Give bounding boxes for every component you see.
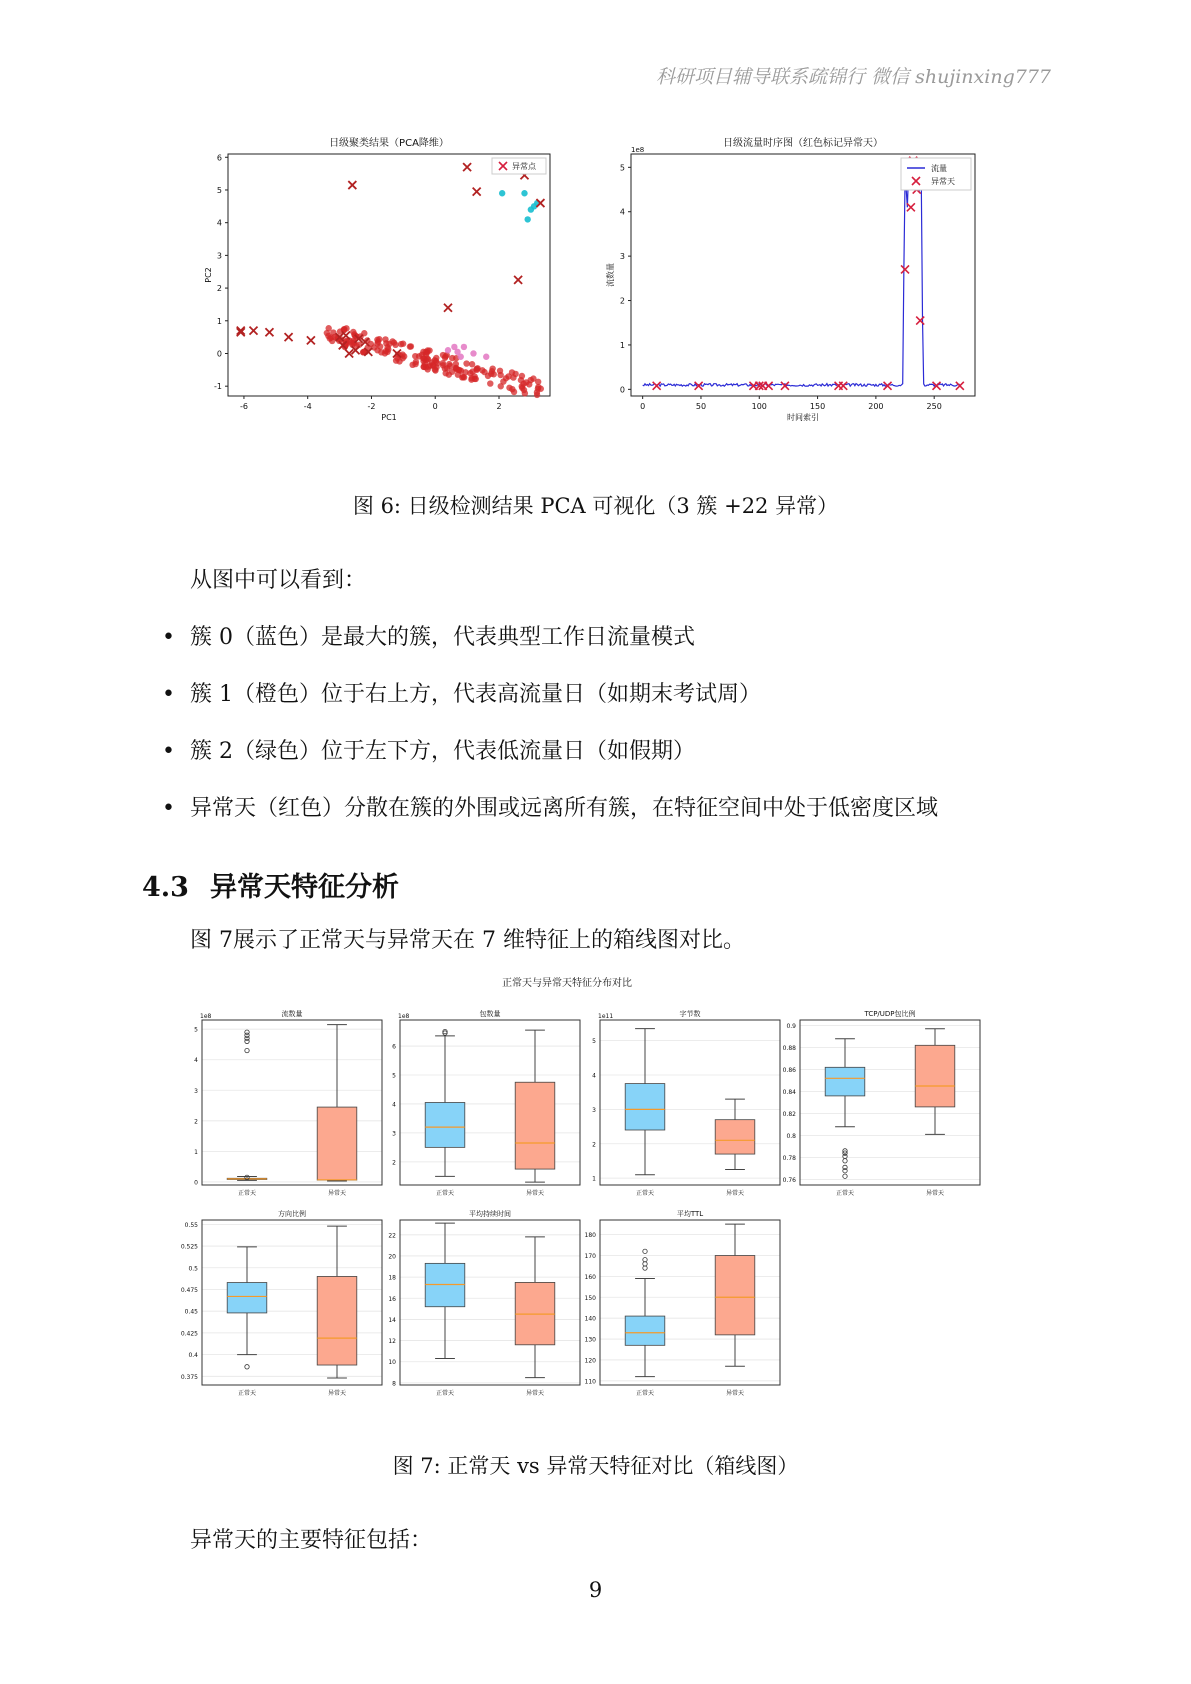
y-tick-label: 2 xyxy=(619,296,625,306)
y-tick-label: 0.525 xyxy=(180,1243,198,1251)
boxplot-panel xyxy=(392,1009,580,1197)
panel-title: 方向比例 xyxy=(278,1210,306,1218)
y-tick-label: 4 xyxy=(392,1101,396,1109)
bullet-text: 簇 0（蓝色）是最大的簇，代表典型工作日流量模式 xyxy=(190,625,695,650)
y-tick-label: 4 xyxy=(619,207,625,217)
x-tick-label: 150 xyxy=(809,402,826,411)
panel-title: 包数量 xyxy=(479,1010,501,1018)
cluster1-point xyxy=(524,216,530,222)
outlier-point xyxy=(643,1257,647,1261)
y-tick-label: 1 xyxy=(619,340,625,350)
cluster0-point xyxy=(442,370,448,376)
bullet-text: 簇 1（橙色）位于右上方，代表高流量日（如期末考试周） xyxy=(190,682,761,707)
cluster0-point xyxy=(407,343,413,349)
cluster0-point xyxy=(503,375,509,381)
y-tick-label: 5 xyxy=(592,1038,596,1046)
y-tick-label: 0.9 xyxy=(786,1023,796,1030)
x-tick-label: 0 xyxy=(640,402,646,411)
box xyxy=(715,1120,755,1154)
y-tick-label: 0.84 xyxy=(782,1089,796,1096)
x-tick-label: 2 xyxy=(496,402,502,411)
boxplot-panel xyxy=(592,1009,780,1197)
x-tick-label: -4 xyxy=(303,402,312,411)
anomaly-marker xyxy=(265,328,273,336)
boxplot-panel xyxy=(181,1209,382,1397)
cluster0-point xyxy=(419,352,425,358)
chart-title: 日级聚类结果（PCA降维） xyxy=(329,138,449,149)
cluster0-point xyxy=(382,336,388,342)
cluster0-point xyxy=(425,356,431,362)
legend-label: 异常天 xyxy=(931,177,955,186)
cluster0-point xyxy=(446,361,452,367)
y-tick-label: 150 xyxy=(584,1294,596,1302)
y-tick-label: 12 xyxy=(388,1338,396,1346)
box xyxy=(227,1283,267,1313)
box xyxy=(515,1082,555,1169)
legend-label: 流量 xyxy=(931,164,947,173)
cluster0-point xyxy=(449,355,455,361)
panel-title: 流数量 xyxy=(281,1010,303,1018)
x-tick-label: 50 xyxy=(695,402,707,411)
y-tick-label: 160 xyxy=(584,1273,596,1281)
y-tick-label: 10 xyxy=(388,1359,396,1367)
page-number: 9 xyxy=(588,1578,603,1602)
figure-6-caption: 图 6: 日级检测结果 PCA 可视化（3 簇 +22 异常） xyxy=(352,494,839,518)
bullet-dot: • xyxy=(162,796,175,821)
x-tick-label: 异常天 xyxy=(327,1190,347,1197)
bullet-item xyxy=(162,734,695,765)
box xyxy=(425,1103,465,1148)
box xyxy=(715,1256,755,1335)
outlier-point xyxy=(245,1048,249,1052)
box xyxy=(317,1276,357,1365)
y-tick-label: 3 xyxy=(619,252,625,262)
axis-scale-label: 1e11 xyxy=(598,1013,614,1020)
cluster0-point xyxy=(412,353,418,359)
legend-label: 异常点 xyxy=(512,162,536,171)
y-tick-label: 1 xyxy=(194,1148,198,1156)
y-tick-label: 0.55 xyxy=(184,1221,198,1229)
cluster0-point xyxy=(384,344,390,350)
cluster0-point xyxy=(510,374,516,380)
traffic-timeseries-chart xyxy=(603,138,993,448)
bullet-dot: • xyxy=(162,682,175,707)
x-tick-label: 正常天 xyxy=(635,1390,655,1397)
y-tick-label: 6 xyxy=(392,1043,396,1051)
y-tick-label: 0 xyxy=(216,349,222,359)
x-tick-label: 100 xyxy=(751,402,767,411)
x-tick-label: 异常天 xyxy=(327,1390,347,1397)
legend xyxy=(492,158,546,174)
section-number: 4.3 xyxy=(142,872,189,903)
cluster2-point xyxy=(461,344,467,350)
figure-suptitle: 正常天与异常天特征分布对比 xyxy=(502,978,632,989)
cluster0-point xyxy=(474,365,480,371)
x-tick-label: 250 xyxy=(926,402,942,411)
panel-title: 字节数 xyxy=(679,1010,701,1018)
axis-scale-label: 1e8 xyxy=(631,146,645,154)
x-tick-label: 异常天 xyxy=(725,1390,745,1397)
cluster0-point xyxy=(449,369,455,375)
y-tick-label: 5 xyxy=(194,1026,198,1034)
cluster0-point xyxy=(489,365,495,371)
x-tick-label: 正常天 xyxy=(435,1190,455,1197)
y-tick-label: 0.78 xyxy=(782,1155,796,1162)
cluster2-point xyxy=(470,350,476,356)
panel-title: 平均TTL xyxy=(676,1210,704,1218)
cluster0-point xyxy=(462,369,468,375)
x-tick-label: 正常天 xyxy=(435,1390,455,1397)
anomaly-marker xyxy=(907,203,915,211)
cluster0-point xyxy=(469,361,475,367)
outlier-point xyxy=(245,1365,249,1369)
y-tick-label: 4 xyxy=(592,1072,596,1080)
cluster2-point xyxy=(451,344,457,350)
cluster0-point xyxy=(392,342,398,348)
outlier-point xyxy=(843,1159,847,1163)
panel-title: 平均持续时间 xyxy=(469,1210,511,1218)
outlier-point xyxy=(843,1169,847,1173)
anomaly-marker xyxy=(765,382,773,390)
cluster0-point xyxy=(473,376,479,382)
cluster0-point xyxy=(327,335,333,341)
cluster0-point xyxy=(400,341,406,347)
outlier-point xyxy=(245,1039,249,1043)
boxplot-panel xyxy=(783,1009,980,1197)
box xyxy=(317,1107,357,1180)
cluster0-point xyxy=(519,373,525,379)
y-tick-label: 3 xyxy=(392,1130,396,1138)
y-tick-label: 3 xyxy=(216,251,222,261)
cluster2-point xyxy=(483,354,489,360)
y-tick-label: 16 xyxy=(388,1295,396,1303)
x-tick-label: 正常天 xyxy=(635,1190,655,1197)
cluster0-point xyxy=(432,366,438,372)
anomaly-marker xyxy=(463,163,471,171)
x-tick-label: 正常天 xyxy=(835,1190,855,1197)
cluster0-point xyxy=(535,379,541,385)
cluster0-point xyxy=(433,358,439,364)
outlier-point xyxy=(643,1249,647,1253)
anomaly-marker xyxy=(307,336,315,344)
cluster0-point xyxy=(497,372,503,378)
outlier-point xyxy=(643,1266,647,1270)
box xyxy=(625,1084,665,1130)
y-tick-label: 110 xyxy=(584,1378,596,1386)
y-tick-label: 0.45 xyxy=(184,1308,198,1316)
y-tick-label: 14 xyxy=(388,1316,396,1324)
cluster0-point xyxy=(526,381,532,387)
cluster0-point xyxy=(409,362,415,368)
cluster0-point xyxy=(487,380,493,386)
outlier-point xyxy=(643,1262,647,1266)
x-axis-label: PC1 xyxy=(381,413,397,422)
x-tick-label: 异常天 xyxy=(525,1190,545,1197)
section-heading xyxy=(142,865,399,904)
x-axis-label: 时间索引 xyxy=(787,413,819,422)
traffic-line xyxy=(643,161,960,387)
y-tick-label: 140 xyxy=(584,1315,596,1323)
x-tick-label: -6 xyxy=(239,402,248,411)
y-tick-label: 0.375 xyxy=(180,1373,198,1381)
section-paragraph: 图 7展示了正常天与异常天在 7 维特征上的箱线图对比。 xyxy=(190,928,745,953)
cluster0-point xyxy=(511,389,517,395)
bullet-dot: • xyxy=(162,739,175,764)
cluster1-point xyxy=(528,206,534,212)
x-tick-label: 异常天 xyxy=(525,1390,545,1397)
y-tick-label: 6 xyxy=(216,153,222,163)
y-tick-label: 5 xyxy=(392,1072,396,1080)
figure-7-caption: 图 7: 正常天 vs 异常天特征对比（箱线图） xyxy=(392,1454,799,1478)
y-tick-label: 1 xyxy=(592,1175,596,1183)
axis-scale-label: 1e8 xyxy=(398,1013,410,1020)
outlier-point xyxy=(843,1174,847,1178)
y-tick-label: 2 xyxy=(592,1141,596,1149)
cluster0-point xyxy=(485,373,491,379)
y-tick-label: 0 xyxy=(619,385,625,395)
y-tick-label: 180 xyxy=(584,1232,596,1240)
boxplot-panel xyxy=(585,1209,780,1397)
y-tick-label: 3 xyxy=(194,1087,198,1095)
y-tick-label: 0.82 xyxy=(782,1111,796,1118)
y-tick-label: 0.86 xyxy=(782,1067,796,1074)
x-tick-label: 异常天 xyxy=(925,1190,945,1197)
y-tick-label: 18 xyxy=(388,1274,396,1282)
anomaly-marker xyxy=(250,327,258,335)
y-tick-label: 170 xyxy=(584,1253,596,1261)
anomaly-marker xyxy=(444,304,452,312)
y-tick-label: 4 xyxy=(216,218,222,228)
boxplot-figure xyxy=(172,972,1042,1422)
y-tick-label: 0.4 xyxy=(188,1352,198,1360)
chart-title: 日级流量时序图（红色标记异常天） xyxy=(723,138,883,149)
x-tick-label: 200 xyxy=(868,402,884,411)
cluster0-point xyxy=(378,349,384,355)
page-header: 科研项目辅导联系疏锦行 微信 shujinxing777 xyxy=(656,66,1051,88)
x-tick-label: -2 xyxy=(367,402,376,411)
anomaly-marker xyxy=(473,188,481,196)
panel-title: TCP/UDP包比例 xyxy=(864,1010,916,1018)
anomaly-marker xyxy=(348,181,356,189)
y-tick-label: 0.88 xyxy=(782,1045,796,1052)
y-tick-label: 5 xyxy=(619,163,625,173)
bullet-item xyxy=(162,677,761,708)
y-tick-label: 3 xyxy=(592,1106,596,1114)
y-tick-label: 2 xyxy=(216,284,222,294)
y-tick-label: 2 xyxy=(392,1159,396,1167)
y-tick-label: 4 xyxy=(194,1057,198,1065)
y-tick-label: 0.76 xyxy=(782,1177,796,1184)
y-tick-label: 0.475 xyxy=(180,1286,198,1294)
cluster1-point xyxy=(499,190,505,196)
anomaly-marker xyxy=(285,333,293,341)
x-tick-label: 正常天 xyxy=(237,1390,257,1397)
cluster2-point xyxy=(445,347,451,353)
y-tick-label: 0.5 xyxy=(188,1265,198,1273)
cluster0-point xyxy=(455,371,461,377)
anomaly-marker xyxy=(839,382,847,390)
axis-scale-label: 1e8 xyxy=(200,1013,212,1020)
y-tick-label: 5 xyxy=(216,185,222,195)
cluster0-point xyxy=(424,366,430,372)
box xyxy=(915,1045,955,1107)
cluster1-point xyxy=(521,190,527,196)
outlier-point xyxy=(843,1154,847,1158)
y-tick-label: 2 xyxy=(194,1118,198,1126)
box xyxy=(625,1316,665,1345)
y-tick-label: 120 xyxy=(584,1357,596,1365)
pca-scatter-chart xyxy=(204,138,598,448)
y-tick-label: 1 xyxy=(216,316,222,326)
anomaly-marker xyxy=(901,265,909,273)
y-tick-label: 8 xyxy=(392,1380,396,1388)
intro-paragraph: 从图中可以看到： xyxy=(190,568,367,593)
bullet-dot: • xyxy=(162,625,175,650)
y-tick-label: 22 xyxy=(388,1232,396,1240)
x-tick-label: 正常天 xyxy=(237,1190,257,1197)
boxplot-panel xyxy=(388,1209,580,1397)
cluster0-point xyxy=(519,385,525,391)
bullet-text: 簇 2（绿色）位于左下方，代表低流量日（如假期） xyxy=(190,739,695,764)
bullet-item xyxy=(162,791,938,822)
y-tick-label: -1 xyxy=(214,382,222,392)
cluster0-point xyxy=(463,360,469,366)
y-tick-label: 0.425 xyxy=(180,1330,198,1338)
boxplot-panel xyxy=(194,1009,382,1197)
cluster2-point xyxy=(458,354,464,360)
anomaly-marker xyxy=(514,276,522,284)
cluster0-point xyxy=(377,343,383,349)
x-tick-label: 异常天 xyxy=(725,1190,745,1197)
legend xyxy=(901,158,971,190)
section-title: 异常天特征分析 xyxy=(210,872,399,903)
y-tick-label: 0 xyxy=(194,1179,198,1187)
y-axis-label: PC2 xyxy=(204,267,213,283)
cluster0-point xyxy=(440,352,446,358)
bullet-text: 异常天（红色）分散在簇的外围或远离所有簇，在特征空间中处于低密度区域 xyxy=(190,796,939,821)
y-tick-label: 130 xyxy=(584,1336,596,1344)
x-tick-label: 0 xyxy=(432,402,438,411)
box xyxy=(825,1067,865,1096)
closing-paragraph: 异常天的主要特征包括： xyxy=(190,1528,433,1553)
y-tick-label: 20 xyxy=(388,1253,396,1261)
cluster0-point xyxy=(453,361,459,367)
y-tick-label: 0.8 xyxy=(786,1133,796,1140)
cluster0-point xyxy=(440,360,446,366)
bullet-item xyxy=(162,620,695,651)
y-axis-label: 流数量 xyxy=(606,263,615,287)
